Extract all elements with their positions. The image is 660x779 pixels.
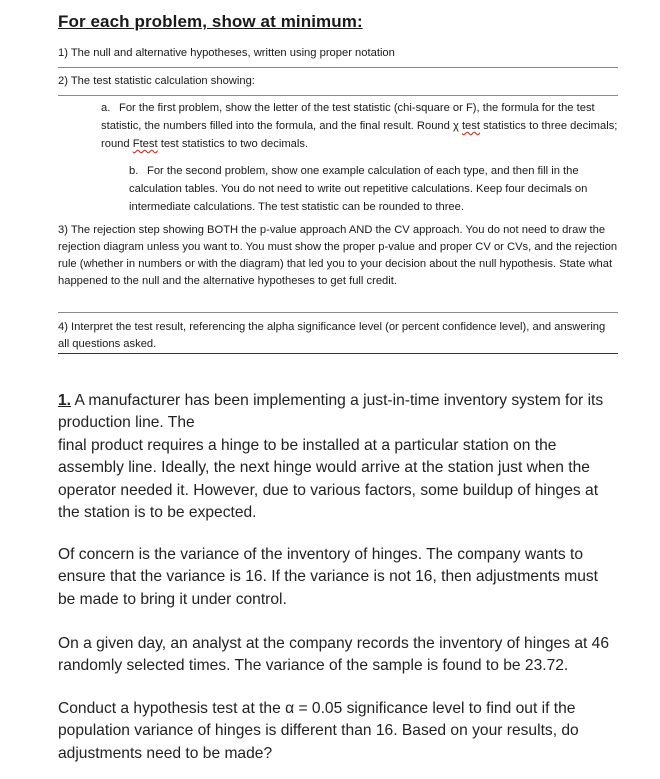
sub-label-b: b. (129, 165, 139, 177)
problem-1-paragraph-1 (58, 390, 618, 524)
problem-1-text-b: final product requires a hinge to be installed at a particular station on the assembly line. Ideally, the next hinge would arrive at the station just when the operator needed it. However, due to various factors, some buildup of hinges at the station is to be expected. (58, 436, 599, 522)
problem-1-text-a: A manufacturer has been implementing a just-in-time inventory system for its production line. The (58, 392, 604, 432)
instruction-item-3: 3) The rejection step showing BOTH the p-value approach AND the CV approach. You do not need to draw the rejection diagram unless you want to. You must show the proper p-value and proper CV or CVs, and the rejection rule (whether in numbers or with the diagram) that led you to your decision about the null hypothesis. State what happened to the null and the alternative hypotheses to get full credit. (58, 222, 618, 313)
page-title: For each problem, show at minimum: (58, 12, 363, 31)
sub-a-text-2: statistics to three decimals; round (101, 120, 618, 150)
problem-1-paragraph-2: Of concern is the variance of the inventory of hinges. The company wants to ensure that the variance is 16. If the variance is not 16, then adjustments must be made to bring it under control. (58, 546, 599, 608)
sub-b-text: For the second problem, show one example calculation of each type, and then fill in the calculation tables. You do not need to write out repetitive calculations. Keep four decimals on intermediate calculations. The test statistic can be rounded to three. (129, 165, 588, 213)
sub-a-word-test: test (461, 120, 480, 132)
instruction-item-2b (129, 162, 619, 216)
problem-number: 1. (58, 392, 72, 409)
sub-label-a: a. (101, 102, 111, 114)
sub-a-text-1: For the first problem, show the letter of the test statistic (chi-square or F), the formula for the test statistic, the numbers filled into the formula, and the final result. Round χ (101, 102, 595, 132)
instruction-item-1: 1) The null and alternative hypotheses, written using proper notation (58, 45, 618, 68)
instruction-item-2: 2) The test statistic calculation showing: (58, 73, 618, 96)
problem-1-paragraph-4: Conduct a hypothesis test at the α = 0.05 significance level to find out if the population variance of hinges is different than 16. Based on your results, do adjustments need to be made? (58, 700, 579, 762)
instruction-item-4: 4) Interpret the test result, referencing the alpha significance level (or percent confidence level), and answering all questions asked. (58, 319, 618, 354)
problem-1-paragraph-3: On a given day, an analyst at the company records the inventory of hinges at 46 randomly selected times. The variance of the sample is found to be 23.72. (58, 635, 610, 675)
sub-a-text-3: test statistics to two decimals. (160, 138, 309, 150)
instruction-item-2a (101, 99, 621, 153)
sub-a-word-ftest: Ftest (132, 138, 158, 150)
